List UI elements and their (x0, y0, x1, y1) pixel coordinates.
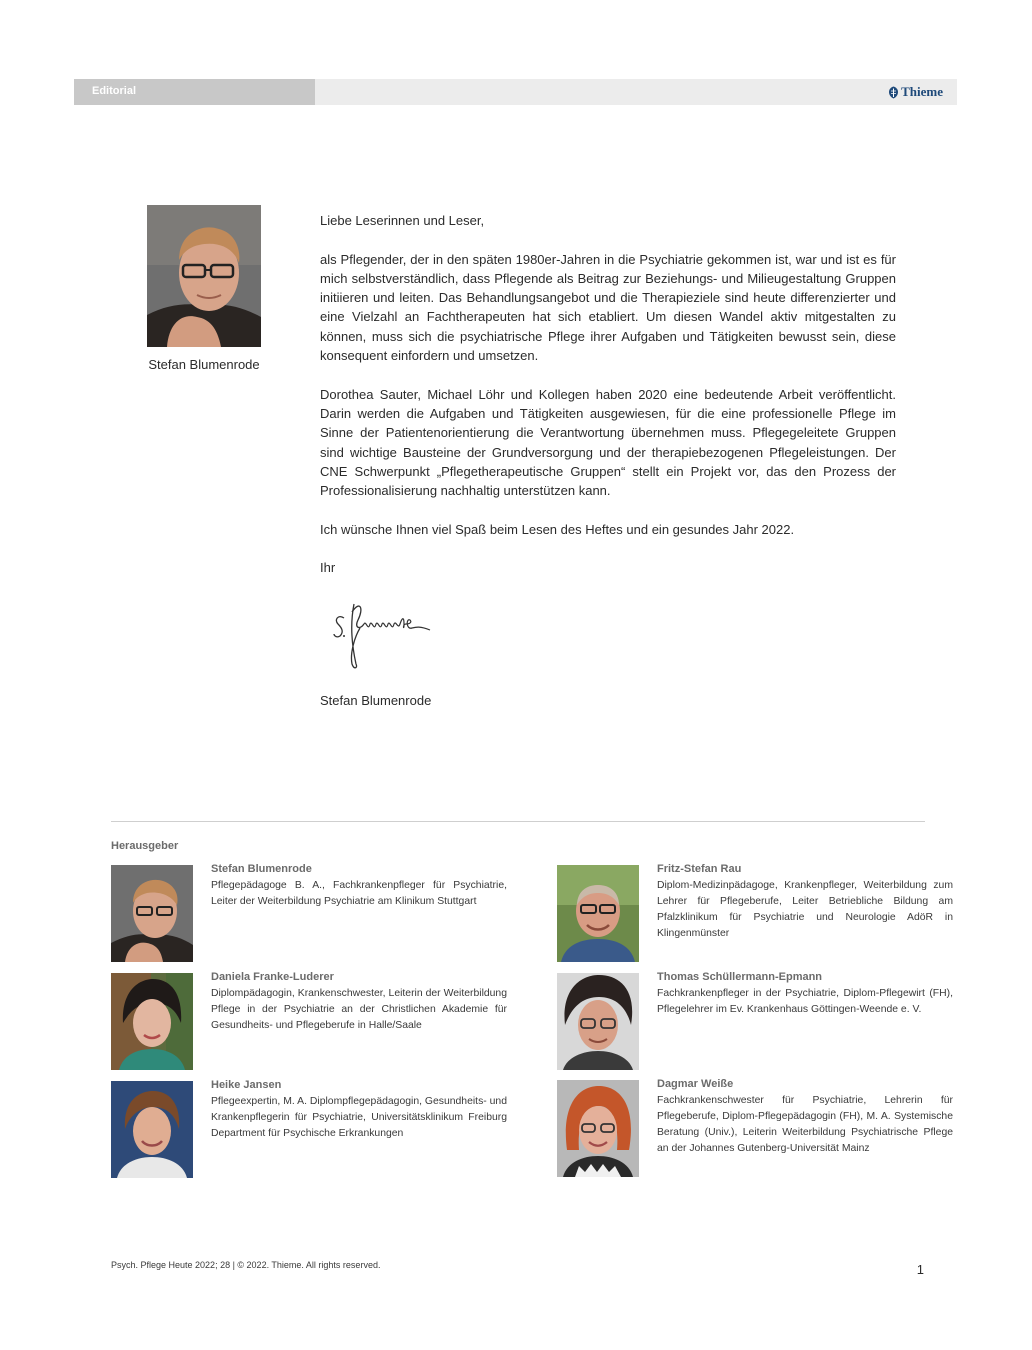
profile-description: Pflegepädagoge B. A., Fachkrankenpfleger für Psychiatrie, Leiter der Weiterbildung Psychiatrie am Klinikum Stuttgart (211, 880, 507, 907)
herausgeber-heading: Herausgeber (111, 840, 179, 852)
letter-paragraph: als Pflegender, der in den späten 1980er-Jahren in die Psychiatrie gekommen ist, war und ist es für mich selbstverständlich, dass Pflegende als Beitrag zur Beziehungs- und Milieugestaltung Gruppen initiieren und leiten. Das Behandlungsangebot und die Therapieziele sind heute differenzierter und eine Vielzahl an Fachtherapeuten hat sich etabliert. Um diesen Wandel aktiv mitgestalten zu können, muss sich die psychiatrische Pflege ihrer Aufgaben und Tätigkeiten bewusst sein, diese konsequent einfordern und umsetzen. (320, 251, 896, 364)
profile-name: Thomas Schüllermann-Epmann (657, 971, 823, 983)
profile-photo (557, 1080, 639, 1177)
profile-name: Heike Jansen (211, 1079, 282, 1091)
profile-photo (557, 865, 639, 962)
page-number: 1 (916, 1262, 924, 1277)
profile-description: Pflegeexpertin, M. A. Diplompflegepädagogin, Gesundheits- und Krankenpflegerin für Psychiatrie, Universitätsklinikum Freiburg Department für Psychische Erkrankungen (211, 1096, 507, 1139)
profile-description: Fachkrankenschwester für Psychiatrie, Lehrerin für Pflegeberufe, Diplom-Pflegepädagogin (FH), M. A. Systemische Beratung (Univ.), Leiterin Weiterbildung Psychiatrische Pflege an der Johannes Gutenberg-Universität Mainz (657, 1095, 953, 1154)
profile-name: Stefan Blumenrode (211, 863, 312, 875)
closing: Ihr (320, 560, 336, 576)
publisher-brand[interactable] (888, 84, 943, 100)
editor-caption: Stefan Blumenrode (148, 357, 260, 372)
thieme-logo-icon (888, 86, 899, 99)
letter-paragraph: Ich wünsche Ihnen viel Spaß beim Lesen des Heftes und ein gesundes Jahr 2022. (320, 521, 795, 537)
profile-name: Dagmar Weiße (657, 1078, 734, 1090)
profile-photo (557, 973, 639, 1070)
section-divider (111, 821, 925, 822)
page-header (74, 79, 957, 105)
profile-photo (111, 1081, 193, 1178)
profile-description: Diplompädagogin, Krankenschwester, Leiterin der Weiterbildung Pflege in der Psychiatrie an der Christlichen Akademie für Gesundheits- und Pflegeberufe in Halle/Saale (211, 988, 507, 1031)
journal-citation: Psych. Pflege Heute 2022; 28 | © 2022. Thieme. All rights reserved. (111, 1260, 381, 1270)
profile-description: Diplom-Medizinpädagoge, Krankenpfleger, Weiterbildung zum Lehrer für Pflegeberufe, Leiter Betriebliche Bildung am Pfalzklinikum für Psychiatrie und Neurologie AdöR in Klingenmünster (657, 880, 953, 939)
editorial-letter (320, 211, 896, 597)
profile-photo (111, 865, 193, 962)
profile-description: Fachkrankenpfleger in der Psychiatrie, Diplom-Pflegewirt (FH), Pflegelehrer im Ev. Krankenhaus Göttingen-Weende e. V. (657, 988, 953, 1015)
salutation: Liebe Leserinnen und Leser, (320, 213, 485, 228)
section-label: Editorial (74, 79, 315, 105)
signature-name: Stefan Blumenrode (320, 693, 432, 708)
brand-name: Thieme (901, 84, 943, 99)
letter-paragraph: Dorothea Sauter, Michael Löhr und Kollegen haben 2020 eine bedeutende Arbeit veröffentlicht. Darin werden die Aufgaben und Tätigkeiten ausgewiesen, für die eine professionelle Pflege im Sinne der Patientenorientierung die Verantwortung übernehmen muss. Pflegegeleitete Gruppen sind wichtige Bausteine der Grundversorgung und der therapiebezogenen Pflegeleistungen. Der CNE Schwerpunkt „Pflegetherapeutische Gruppen“ stellt ein Projekt vor, das den Prozess der Professionalisierung nachhaltig unterstützen kann. (320, 386, 896, 499)
profile-name: Fritz-Stefan Rau (657, 863, 742, 875)
handwritten-signature (330, 594, 440, 672)
editor-portrait (147, 205, 261, 347)
profile-name: Daniela Franke-Luderer (211, 971, 334, 983)
profile-photo (111, 973, 193, 1070)
